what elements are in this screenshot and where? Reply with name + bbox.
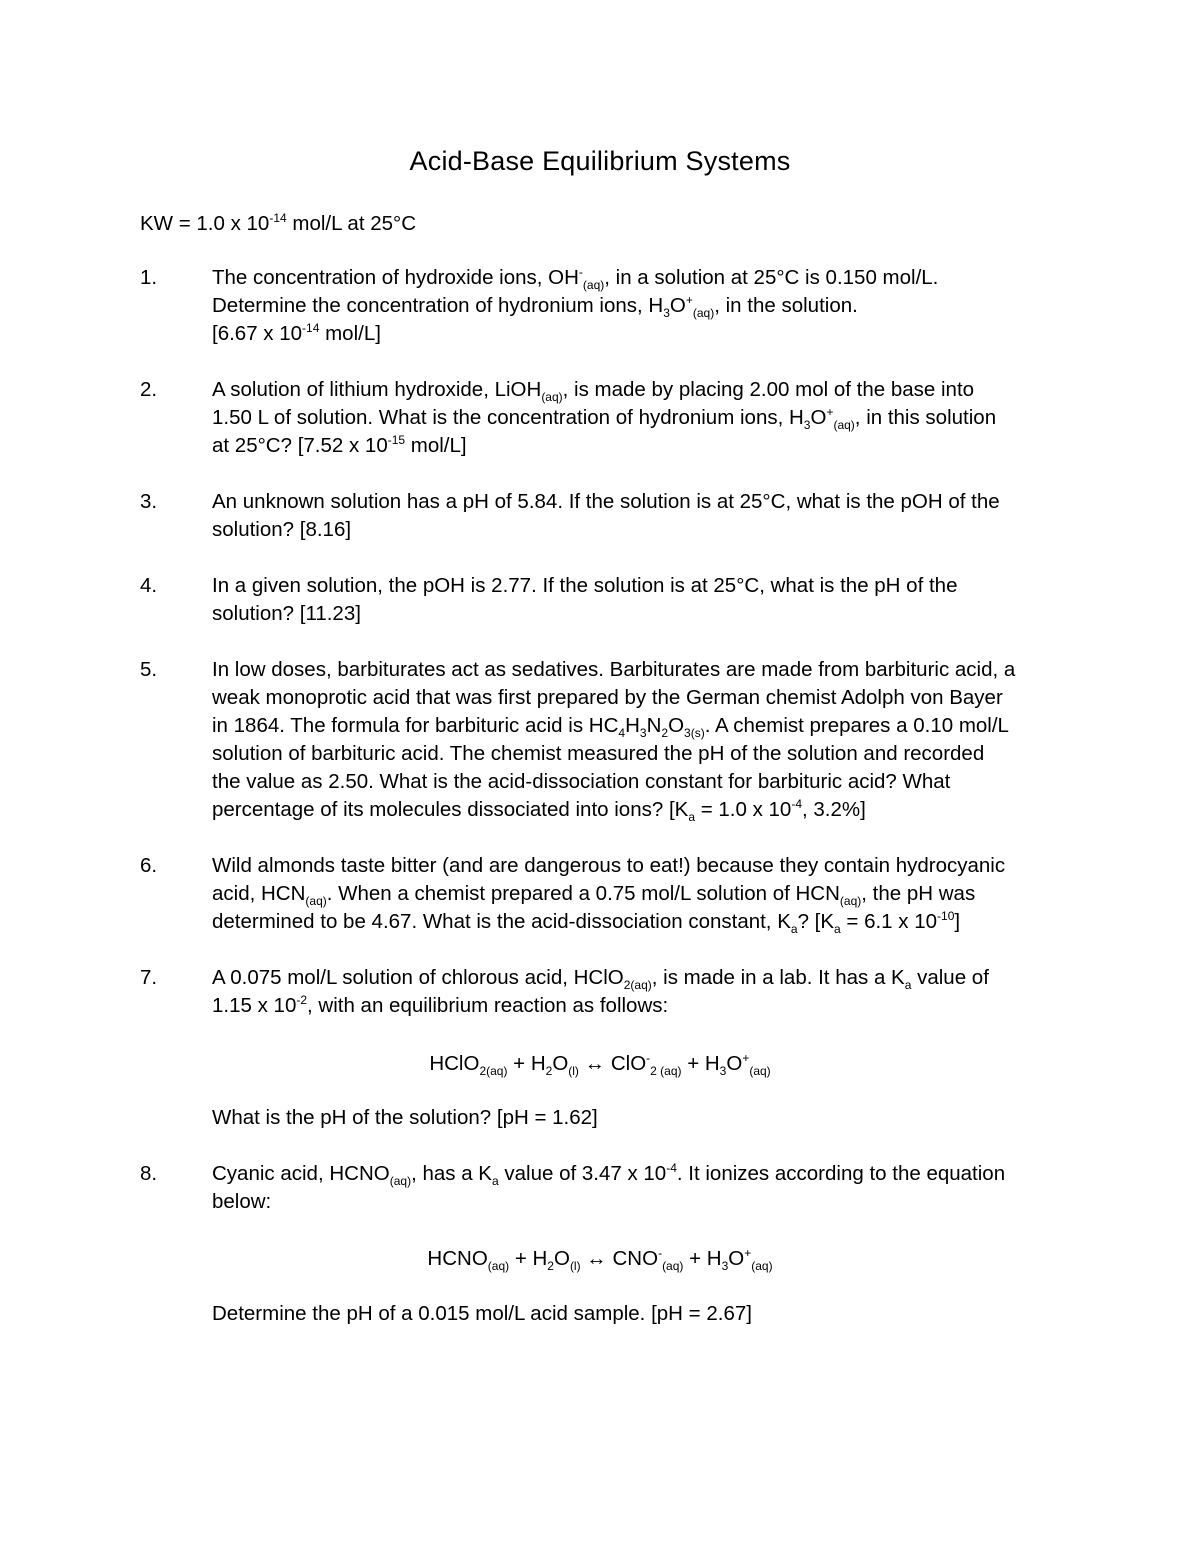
question-number: 8. <box>140 1162 158 1185</box>
equation-cyanic-acid: $HCNO_{(aq)} + H_2O_{(l)}$ ↔ $CNO^-_{(aq)} + H_3O^+_{(aq)}$ <box>427 1246 773 1273</box>
question-8-prompt: Determine the pH of a 0.015 mol/L acid sample. [pH = 2.67] <box>212 1302 752 1325</box>
equation-chlorous-acid: HClO$_{2(aq)}$ + $H_2O_{(l)}$ ↔ $ClO^-_{2 (aq)} + H_3O^+_{(aq)}$ <box>429 1051 771 1078</box>
answer: [6.67 x $10^{-14}$ mol/L] <box>212 321 381 345</box>
question-number: 5. <box>140 658 158 681</box>
kw-constant: KW = 1.0 x $10^{-14}$ mol/L at 25°C <box>140 211 417 235</box>
page-title: Acid-Base Equilibrium Systems <box>409 146 791 176</box>
question-text: Cyanic acid, $HCNO_{(aq)}$, has a $K_a$ value of 3.47 x $10^{-4}$. It ionizes according to the equation below: <box>212 1161 1006 1213</box>
question-text: Wild almonds taste bitter (and are dangerous to eat!) because they contain hydrocyanic acid, $HCN_{(aq)}$. When a chemist prepared a 0.75 mol/L solution of $HCN_{(aq)}$, the pH was determined to be 4.67. What is the acid-dissociation constant, $K_a$? [$K_a = 6.1$ x $10^{-10}$] <box>212 854 1006 936</box>
question-number: 7. <box>140 966 158 989</box>
question-number: 6. <box>140 854 158 877</box>
question-text: In low doses, barbiturates act as sedatives. Barbiturates are made from barbituric acid, a weak monoprotic acid that was first prepared by the German chemist Adolph von Bayer in 1864. The formula for barbituric acid is $HC_4H_3N_2O_{3(s)}$. A chemist prepares a 0.10 mol/L solution of barbituric acid. The chemist measured the pH of the solution and recorded the value as 2.50. What is the acid-dissociation constant for barbituric acid? What percentage of its molecules dissociated into ions? [$K_a = 1.0$ x $10^{-4}$, 3.2%] <box>212 658 1016 824</box>
question-text: A 0.075 mol/L solution of chlorous acid, HClO$_{2(aq)}$, is made in a lab. It has a $K_a$ value of 1.15 x $10^{-2}$, with an equilibrium reaction as follows: <box>212 966 989 1017</box>
question-number: 4. <box>140 574 158 597</box>
question-text: A solution of lithium hydroxide, LiOH$_{(aq)}$, is made by placing 2.00 mol of the base into 1.50 L of solution. What is the concentration of hydronium ions, $H_3O^+_{(aq)}$, in this solution at 25°C? [7.52 x $10^{-15}$ mol/L] <box>212 378 997 457</box>
question-text: The concentration of hydroxide ions, $OH^-_{(aq)}$, in a solution at 25°C is 0.150 mol/L. Determine the concentration of hydronium ions, $H_3O^+_{(aq)}$, in the solution. [6.67 x $10^{-14}$ mol/L] <box>212 264 1072 348</box>
question-number: 3. <box>140 490 158 513</box>
question-number: 1. <box>140 266 158 289</box>
question-text: In a given solution, the pOH is 2.77. If the solution is at 25°C, what is the pH of the solution? [11.23] <box>212 574 958 625</box>
question-text: An unknown solution has a pH of 5.84. If the solution is at 25°C, what is the pOH of the solution? [8.16] <box>212 490 1000 541</box>
question-number: 2. <box>140 378 158 401</box>
question-7-prompt: What is the pH of the solution? [pH = 1.62] <box>212 1106 598 1129</box>
